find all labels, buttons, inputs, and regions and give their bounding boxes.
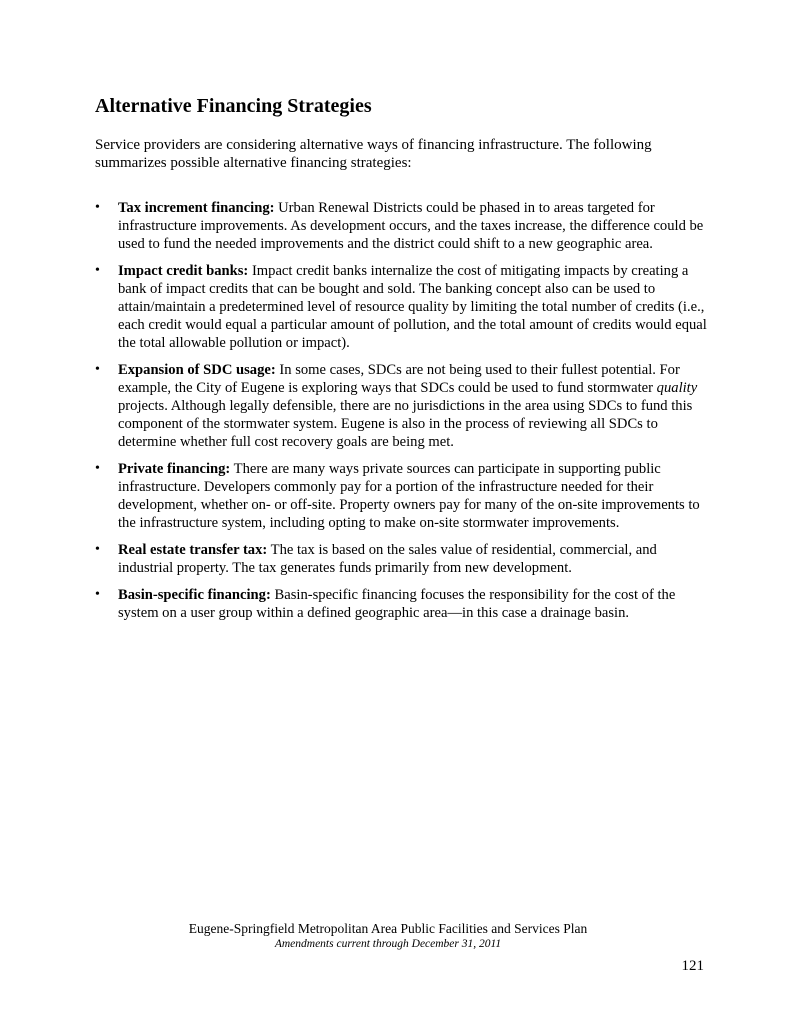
strategy-term: Expansion of SDC usage:: [118, 362, 276, 378]
list-item-private-financing: [95, 460, 707, 532]
list-item-tax-increment-financing: [95, 199, 707, 253]
strategy-description: There are many ways private sources can participate in supporting public infrastructure. Developers commonly pay for a portion of the infrastructure needed for their development, whether on- or off-site. Property owners pay for many of the on-site improvements to the infrastructure system, including opting to make on-site stormwater improvements.: [118, 461, 700, 531]
page-number: 121: [681, 958, 704, 974]
strategy-description: The tax is based on the sales value of residential, commercial, and industrial property. The tax generates funds primarily from new development.: [118, 542, 657, 576]
bullet-icon: •: [95, 542, 100, 557]
strategy-term: Tax increment financing:: [118, 200, 275, 216]
bullet-icon: •: [95, 263, 100, 278]
strategy-description-start: In some cases, SDCs are not being used to their fullest potential. For example, the City of Eugene is exploring ways that SDCs could be used to fund stormwater: [118, 362, 680, 396]
strategy-term: Real estate transfer tax:: [118, 542, 268, 558]
strategy-emphasis: quality: [656, 380, 698, 396]
list-item-expansion-of-sdc-usage: [95, 361, 707, 451]
bullet-icon: •: [95, 362, 100, 377]
bullet-icon: •: [95, 200, 100, 215]
strategy-description: Urban Renewal Districts could be phased in to areas targeted for infrastructure improvements. As development occurs, and the taxes increase, the difference could be used to fund the needed improvements and the district could shift to a new geographic area.: [118, 200, 704, 252]
strategy-term: Private financing:: [118, 461, 231, 477]
bullet-icon: •: [95, 587, 100, 602]
intro-paragraph: Service providers are considering alternative ways of financing infrastructure. The following summarizes possible alternative financing strategies:: [95, 137, 652, 171]
strategy-term: Basin-specific financing:: [118, 587, 271, 603]
strategy-description: Impact credit banks internalize the cost of mitigating impacts by creating a bank of impact credits that can be bought and sold. The banking concept also can be used to attain/maintain a predetermined level of resource quality by limiting the total number of credits (i.e., each credit would equal a particular amount of pollution, and the total amount of credits would equal the total allowable pollution or impact).: [118, 263, 707, 351]
strategy-list: [95, 199, 707, 631]
list-item-basin-specific-financing: [95, 586, 707, 622]
list-item-real-estate-transfer-tax: [95, 541, 707, 577]
footer-title: Eugene-Springfield Metropolitan Area Public Facilities and Services Plan: [188, 921, 588, 936]
page-title: Alternative Financing Strategies: [95, 95, 372, 117]
list-item-impact-credit-banks: [95, 262, 707, 352]
strategy-term: Impact credit banks:: [118, 263, 249, 279]
bullet-icon: •: [95, 461, 100, 476]
strategy-description-end: projects. Although legally defensible, there are no jurisdictions in the area using SDCs to fund this component of the stormwater system. Eugene is also in the process of reviewing all SDCs to determine whether full cost recovery goals are being met.: [118, 398, 693, 450]
footer-subtitle: Amendments current through December 31, 2011: [274, 938, 502, 950]
strategy-description: Basin-specific financing focuses the responsibility for the cost of the system on a user group within a defined geographic area—in this case a drainage basin.: [118, 587, 676, 621]
